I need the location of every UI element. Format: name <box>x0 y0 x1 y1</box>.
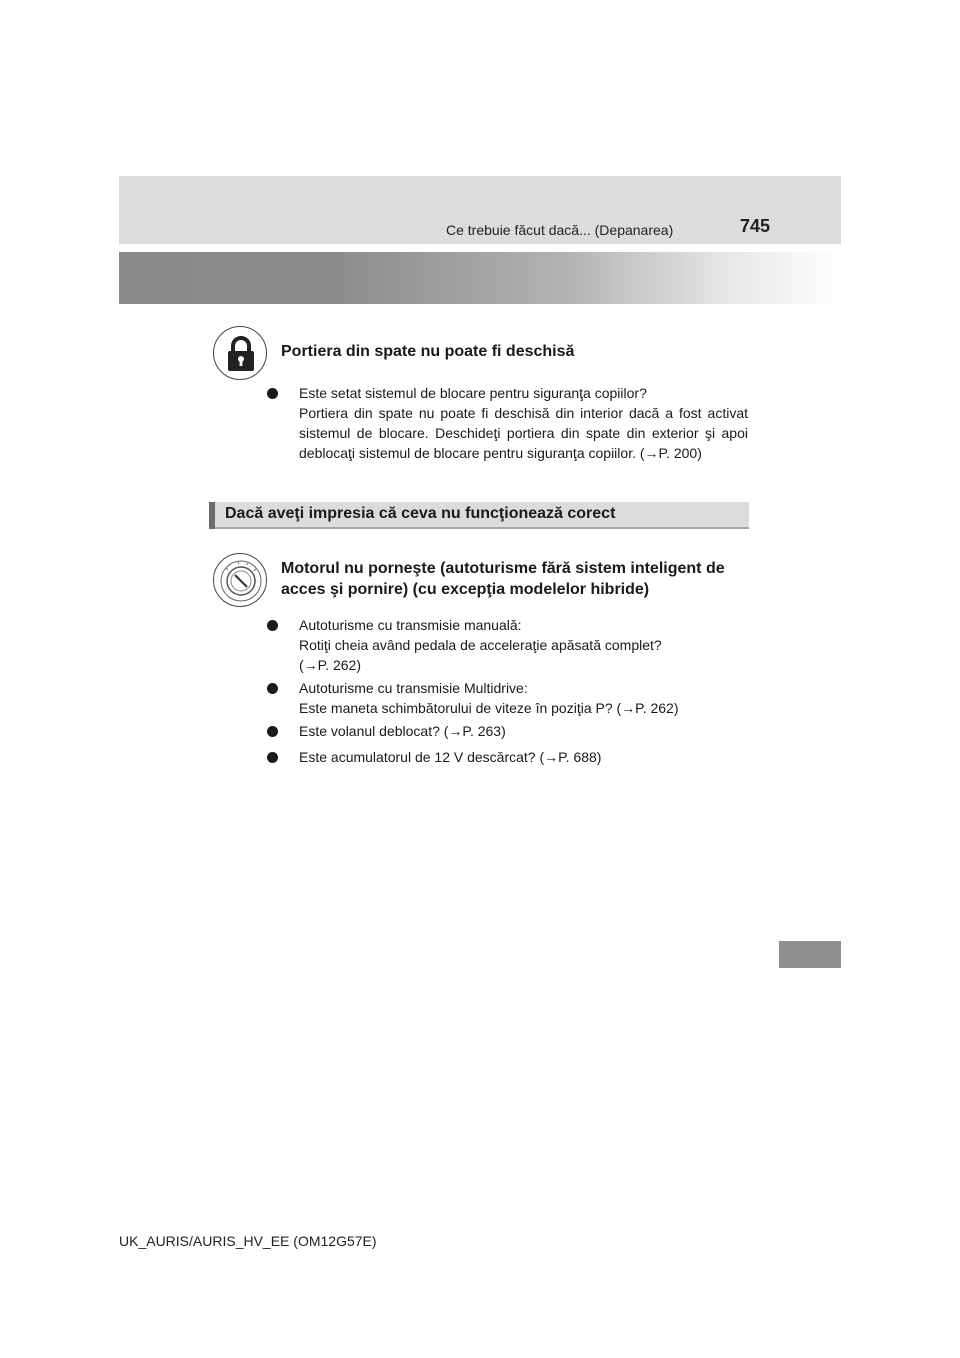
section-title-engine-line2: acces şi pornire) (cu excepţia modelelor hibride) <box>281 581 650 598</box>
subsection-heading <box>209 502 749 529</box>
chapter-tab <box>779 941 841 968</box>
bullet-dot <box>267 388 278 399</box>
ignition-switch-icon <box>213 553 267 607</box>
bullet-text: Este maneta schimbătorului de viteze în poziţia P? (→P. 262) <box>299 700 679 716</box>
section-title-engine-line1: Motorul nu porneşte (autoturisme fără sistem inteligent de <box>281 560 725 577</box>
bullet-dot <box>267 752 278 763</box>
bullet-text: Este acumulatorul de 12 V descărcat? (→P. 688) <box>299 749 602 765</box>
bullet-question: Este setat sistemul de blocare pentru siguranţa copiilor? <box>299 385 647 401</box>
bullet-text: Autoturisme cu transmisie manuală: <box>299 617 522 633</box>
bullet-answer: Portiera din spate nu poate fi deschisă din interior dacă a fost activat sistemul de blocare. Deschideţi portiera din spate din exterior şi apoi deblocaţi sistemul de blocare pentru siguranţa copiilor. (→P. 200) <box>299 405 748 461</box>
bullet-text: Autoturisme cu transmisie Multidrive: <box>299 680 528 696</box>
bullet-dot <box>267 620 278 631</box>
bullet-text: (→P. 262) <box>299 657 361 673</box>
section-title-rear-door: Portiera din spate nu poate fi deschisă <box>281 343 575 360</box>
heading-accent <box>209 502 215 529</box>
padlock-icon <box>213 326 267 380</box>
bullet-dot <box>267 683 278 694</box>
subsection-heading-label: Dacă aveţi impresia că ceva nu funcţionează corect <box>225 505 616 522</box>
bullet-dot <box>267 726 278 737</box>
bullet-text: Rotiţi cheia având pedala de acceleraţie apăsată complet? <box>299 637 662 653</box>
bullet-text: Este volanul deblocat? (→P. 263) <box>299 723 506 739</box>
section-banner <box>119 252 841 304</box>
document-code: UK_AURIS/AURIS_HV_EE (OM12G57E) <box>119 1233 377 1249</box>
page-number: 745 <box>740 216 771 236</box>
chapter-title: Ce trebuie făcut dacă... (Depanarea) <box>446 222 674 238</box>
